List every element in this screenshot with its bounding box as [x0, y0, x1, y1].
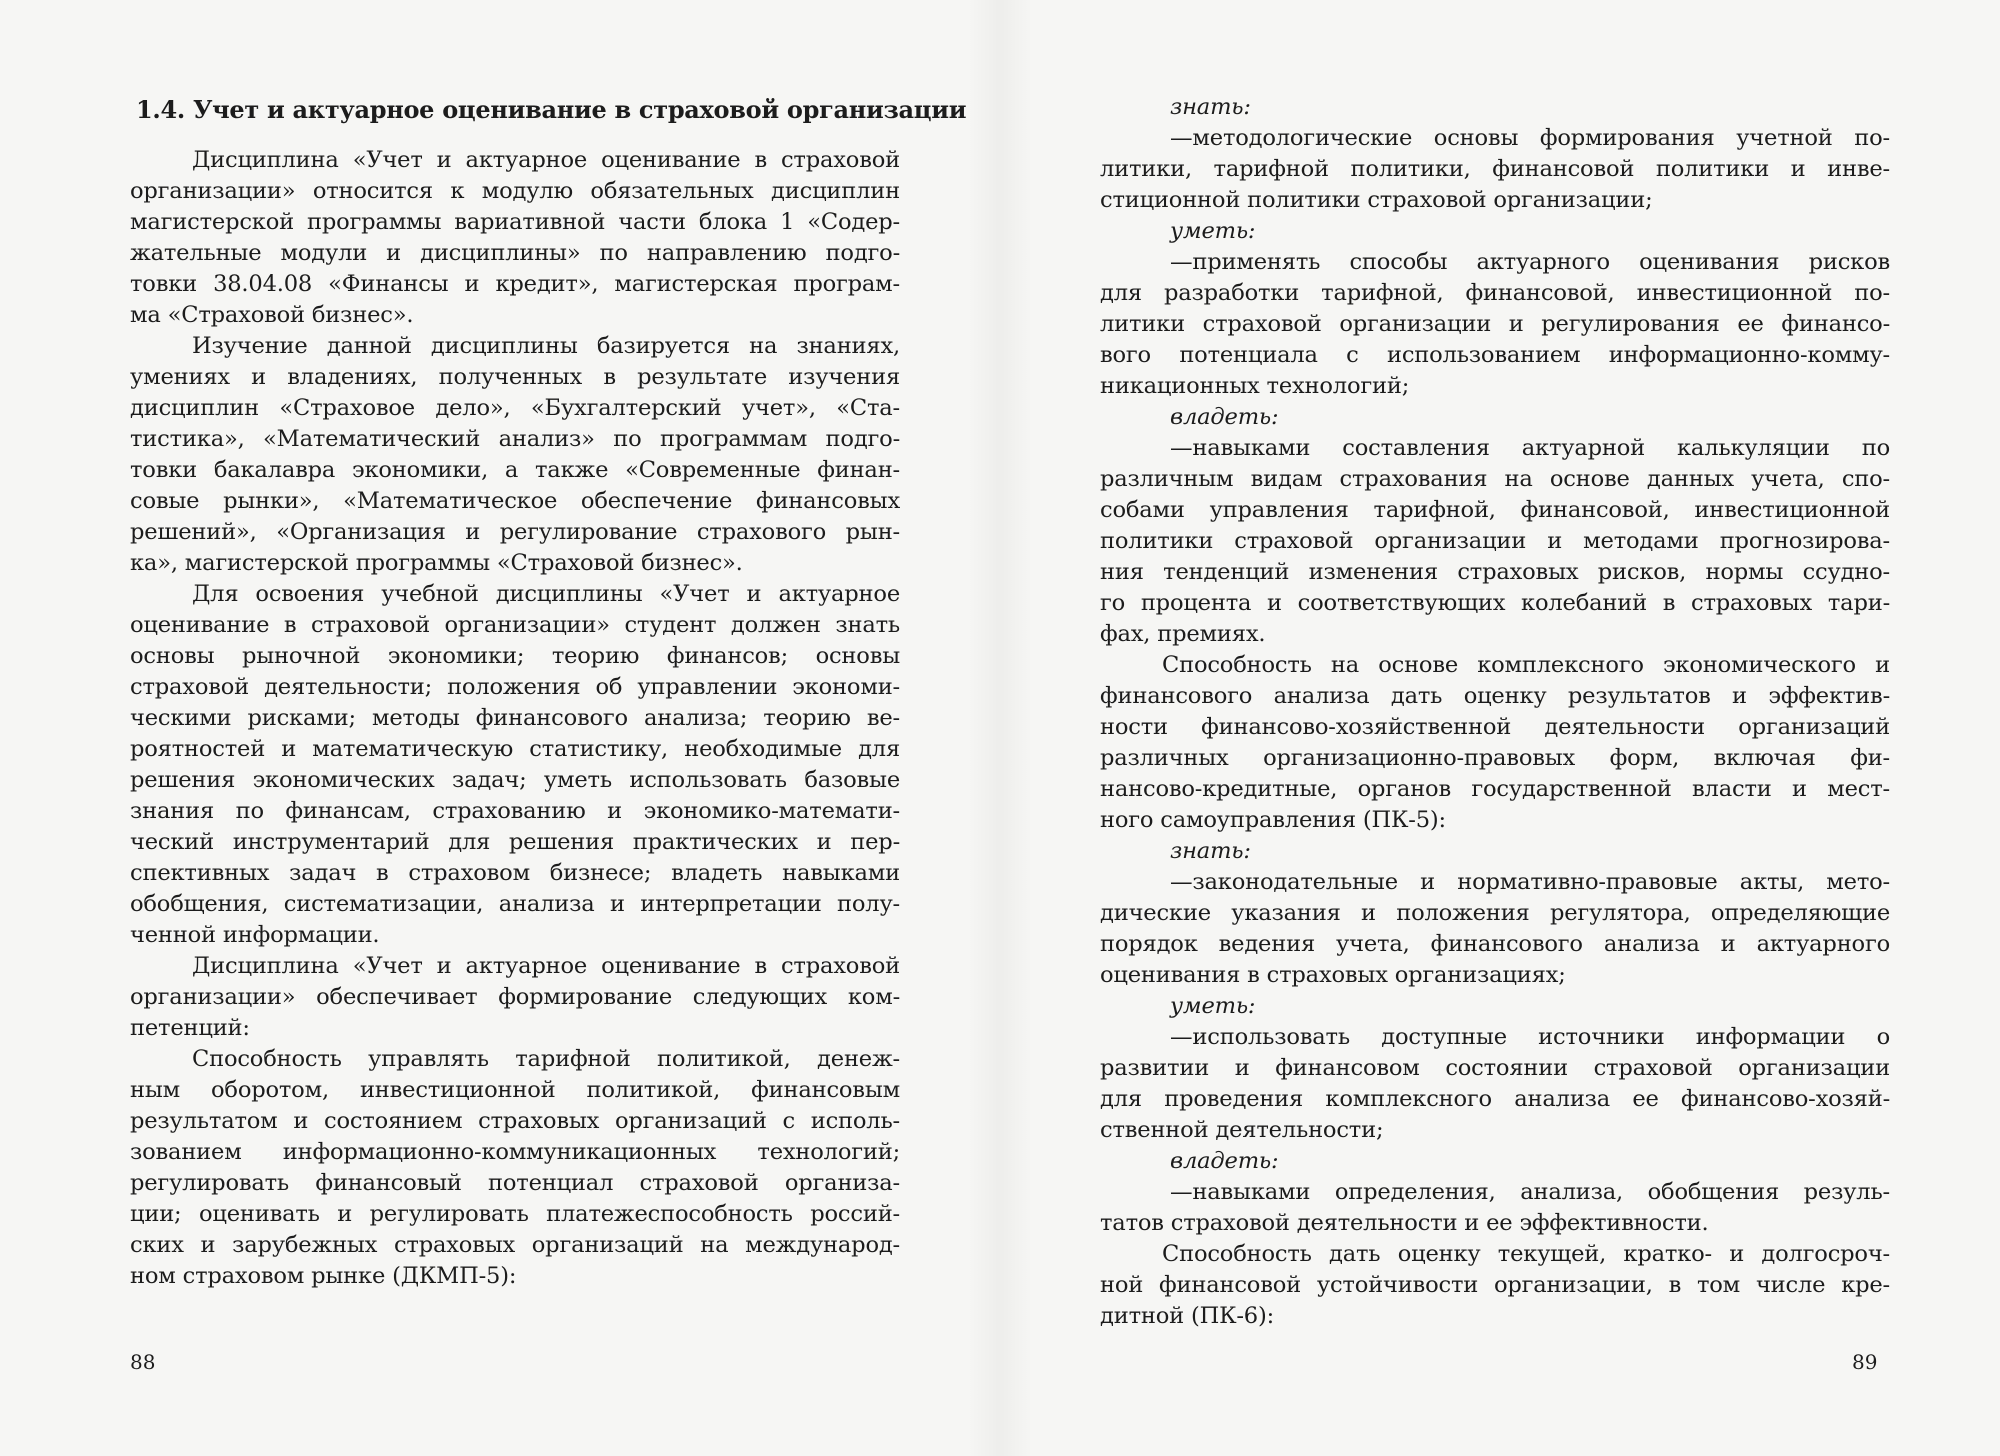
text-line: дитной (ПК-6):	[1100, 1303, 1275, 1329]
text-line: ной финансовой устойчивости организации, в том числе кре-	[1100, 1272, 1890, 1298]
text-line: регулировать финансовый потенциал страховой организа-	[130, 1170, 900, 1196]
text-line-label: уметь:	[1170, 993, 1256, 1019]
text-line: ном страховом рынке (ДКМП-5):	[130, 1263, 517, 1289]
text-line: стиционной политики страховой организации;	[1100, 187, 1653, 213]
text-line: никационных технологий;	[1100, 373, 1410, 399]
text-line: петенций:	[130, 1015, 250, 1041]
text-line: результатом и состоянием страховых организаций с исполь-	[130, 1108, 900, 1134]
text-line: для проведения комплексного анализа ее финансово-хозяй-	[1100, 1086, 1890, 1112]
text-line: Способность управлять тарифной политикой, денеж-	[192, 1046, 900, 1072]
text-line: обобщения, систематизации, анализа и интерпретации полу-	[130, 891, 900, 917]
text-line: умениях и владениях, полученных в результате изучения	[130, 364, 900, 390]
text-line: основы рыночной экономики; теорию финансов; основы	[130, 643, 900, 669]
text-line: дисциплин «Страховое дело», «Бухгалтерский учет», «Ста-	[130, 395, 900, 421]
page-number: 88	[130, 1350, 156, 1374]
text-line: знания по финансам, страхованию и экономико-математи-	[130, 798, 900, 824]
text-line: ских и зарубежных страховых организаций на международ-	[130, 1232, 900, 1258]
text-line: Способность на основе комплексного экономического и	[1162, 652, 1890, 678]
text-line: спективных задач в страховом бизнесе; владеть навыками	[130, 860, 900, 886]
text-line-label: знать:	[1170, 838, 1251, 864]
text-line: решений», «Организация и регулирование страхового рын-	[130, 519, 900, 545]
text-line: —навыками составления актуарной калькуляции по	[1170, 435, 1890, 461]
text-line: дические указания и положения регулятора, определяющие	[1100, 900, 1890, 926]
text-line: организации» относится к модулю обязательных дисциплин	[130, 178, 900, 204]
text-line: го процента и соответствующих колебаний в страховых тари-	[1100, 590, 1890, 616]
right-page-body	[1100, 92, 1890, 1332]
text-line: магистерской программы вариативной части блока 1 «Содер-	[130, 209, 900, 235]
text-line: нансово-кредитные, органов государственной власти и мест-	[1100, 776, 1890, 802]
text-line: ченной информации.	[130, 922, 380, 948]
text-line: Дисциплина «Учет и актуарное оценивание в страховой	[192, 953, 900, 979]
text-line: страховой деятельности; положения об управлении экономи-	[130, 674, 900, 700]
text-line: —применять способы актуарного оценивания рисков	[1170, 249, 1890, 275]
text-line: ческими рисками; методы финансового анализа; теорию ве-	[130, 705, 900, 731]
text-line: Дисциплина «Учет и актуарное оценивание в страховой	[192, 147, 900, 173]
text-line: ственной деятельности;	[1100, 1117, 1384, 1143]
text-line: товки 38.04.08 «Финансы и кредит», магистерская програм-	[130, 271, 900, 297]
text-line: —навыками определения, анализа, обобщения резуль-	[1170, 1179, 1890, 1205]
page-number: 89	[1852, 1350, 1878, 1374]
text-line: Для освоения учебной дисциплины «Учет и актуарное	[192, 581, 900, 607]
text-line: политики страховой организации и методами прогнозирова-	[1100, 528, 1890, 554]
text-line: литики страховой организации и регулирования ее финансо-	[1100, 311, 1890, 337]
text-line: собами управления тарифной, финансовой, инвестиционной	[1100, 497, 1890, 523]
text-line: татов страховой деятельности и ее эффективности.	[1100, 1210, 1709, 1236]
text-line: ным оборотом, инвестиционной политикой, финансовым	[130, 1077, 900, 1103]
text-line: порядок ведения учета, финансового анализа и актуарного	[1100, 931, 1890, 957]
text-line: различных организационно-правовых форм, включая фи-	[1100, 745, 1890, 771]
text-line: литики, тарифной политики, финансовой политики и инве-	[1100, 156, 1890, 182]
text-line: оценивания в страховых организациях;	[1100, 962, 1566, 988]
text-line: зованием информационно-коммуникационных технологий;	[130, 1139, 900, 1165]
text-line-label: уметь:	[1170, 218, 1256, 244]
text-line: жательные модули и дисциплины» по направлению подго-	[130, 240, 900, 266]
text-line: —методологические основы формирования учетной по-	[1170, 125, 1890, 151]
text-line: решения экономических задач; уметь использовать базовые	[130, 767, 900, 793]
text-line: товки бакалавра экономики, а также «Современные финан-	[130, 457, 900, 483]
text-line: ного самоуправления (ПК-5):	[1100, 807, 1446, 833]
text-line: Способность дать оценку текущей, кратко- и долгосроч-	[1162, 1241, 1890, 1267]
text-line-label: владеть:	[1170, 404, 1279, 430]
text-line: тистика», «Математический анализ» по программам подго-	[130, 426, 900, 452]
text-line: ния тенденций изменения страховых рисков, нормы ссудно-	[1100, 559, 1890, 585]
left-page-body	[130, 145, 900, 1292]
text-line: ческий инструментарий для решения практических и пер-	[130, 829, 900, 855]
section-heading: 1.4. Учет и актуарное оценивание в страховой организации	[136, 95, 967, 124]
text-line: развитии и финансовом состоянии страховой организации	[1100, 1055, 1890, 1081]
text-line: ка», магистерской программы «Страховой бизнес».	[130, 550, 743, 576]
text-line: —законодательные и нормативно-правовые акты, мето-	[1170, 869, 1890, 895]
text-line: ции; оценивать и регулировать платежеспособность россий-	[130, 1201, 900, 1227]
text-line: Изучение данной дисциплины базируется на знаниях,	[192, 333, 900, 359]
text-line: ности финансово-хозяйственной деятельности организаций	[1100, 714, 1890, 740]
text-line: совые рынки», «Математическое обеспечение финансовых	[130, 488, 900, 514]
text-line: различным видам страхования на основе данных учета, спо-	[1100, 466, 1890, 492]
text-line: ма «Страховой бизнес».	[130, 302, 414, 328]
text-line: для разработки тарифной, финансовой, инвестиционной по-	[1100, 280, 1890, 306]
text-line-label: знать:	[1170, 94, 1251, 120]
text-line-label: владеть:	[1170, 1148, 1279, 1174]
text-line: —использовать доступные источники информации о	[1170, 1024, 1890, 1050]
right-page	[1000, 0, 2000, 1456]
text-line: вого потенциала с использованием информационно-комму-	[1100, 342, 1890, 368]
text-line: финансового анализа дать оценку результатов и эффектив-	[1100, 683, 1890, 709]
text-line: фах, премиях.	[1100, 621, 1266, 647]
text-line: роятностей и математическую статистику, необходимые для	[130, 736, 900, 762]
text-line: оценивание в страховой организации» студент должен знать	[130, 612, 900, 638]
text-line: организации» обеспечивает формирование следующих ком-	[130, 984, 900, 1010]
